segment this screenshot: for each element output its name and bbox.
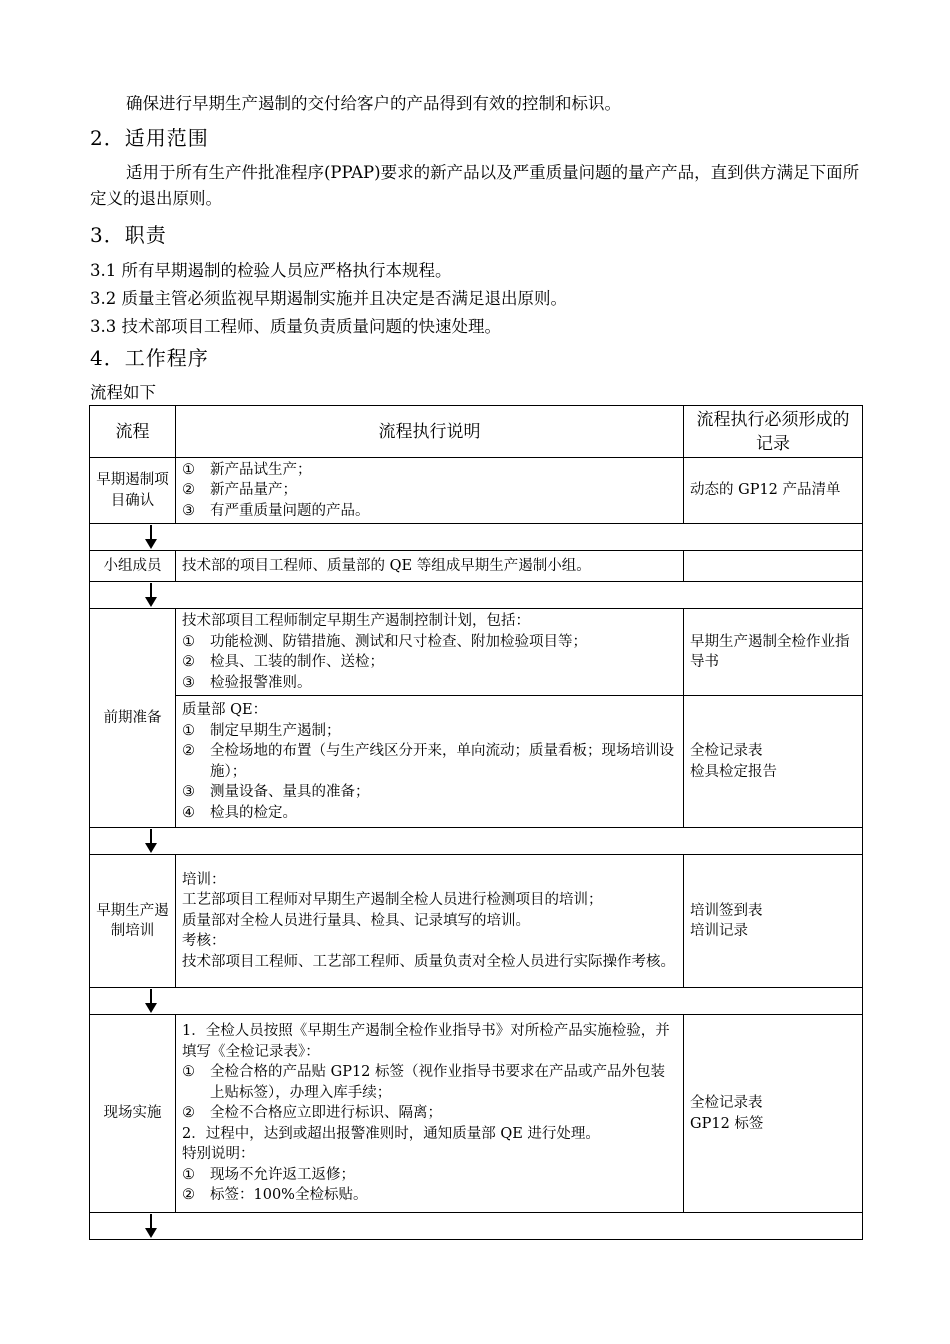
record-cell: 早期生产遏制全检作业指导书 (684, 609, 863, 696)
down-arrow-icon (145, 989, 157, 1013)
table-row (90, 1015, 863, 1213)
header-record: 流程执行必须形成的记录 (684, 406, 863, 458)
flow-arrow-row (90, 988, 863, 1015)
table-row (90, 551, 863, 582)
section-3-heading: 3．职责 (90, 223, 167, 247)
description-cell: 技术部的项目工程师、质量部的 QE 等组成早期生产遏制小组。 (176, 551, 684, 582)
down-arrow-icon (145, 525, 157, 549)
record-cell (684, 551, 863, 582)
record-cell: 全检记录表 检具检定报告 (684, 696, 863, 828)
description-cell: 技术部项目工程师制定早期生产遏制控制计划，包括： ① 功能检测、防错措施、测试和尺寸检查、附加检验项目等； ② 检具、工装的制作、送检； ③ 检验报警准则。 (176, 609, 684, 696)
flow-arrow-row (90, 828, 863, 855)
flow-arrow-row (90, 524, 863, 551)
header-step: 流程 (90, 406, 176, 458)
description-cell: 1．全检人员按照《早期生产遏制全检作业指导书》对所检产品实施检验，并填写《全检记录表》： ① 全检合格的产品贴 GP12 标签（视作业指导书要求在产品或产品外包装上贴标签），办理入库手续； ② 全检不合格应立即进行标识、隔离； 2．过程中，达到或超出报警准则时，通知质量部 QE 进行处理。 特别说明： ① 现场不允许返工返修； ② 标签：100%全检标贴。 (176, 1015, 684, 1213)
step-cell: 早期遏制项目确认 (90, 458, 176, 524)
section-3-item: 3.2 质量主管必须监视早期遏制实施并且决定是否满足退出原则。 (90, 289, 567, 308)
record-cell: 全检记录表 GP12 标签 (684, 1015, 863, 1213)
description-cell: 质量部 QE： ① 制定早期生产遏制； ② 全检场地的布置（与生产线区分开来，单向流动；质量看板；现场培训设施）； ③ 测量设备、量具的准备； ④ 检具的检定。 (176, 696, 684, 828)
step-cell: 小组成员 (90, 551, 176, 582)
table-header-row (90, 406, 863, 458)
header-description: 流程执行说明 (176, 406, 684, 458)
table-row (90, 458, 863, 524)
record-cell: 动态的 GP12 产品清单 (684, 458, 863, 524)
flow-arrow-row (90, 1213, 863, 1240)
record-cell: 培训签到表 培训记录 (684, 855, 863, 988)
description-cell: 培训： 工艺部项目工程师对早期生产遏制全检人员进行检测项目的培训； 质量部对全检人员进行量具、检具、记录填写的培训。 考核： 技术部项目工程师、工艺部工程师、质量负责对全检人员进行实际操作考核。 (176, 855, 684, 988)
table-row (90, 696, 863, 828)
down-arrow-icon (145, 1214, 157, 1238)
down-arrow-icon (145, 583, 157, 607)
down-arrow-icon (145, 829, 157, 853)
section-2-heading: 2．适用范围 (90, 126, 209, 150)
flow-arrow-row (90, 582, 863, 609)
description-cell: ① 新产品试生产； ② 新产品量产； ③ 有严重质量问题的产品。 (176, 458, 684, 524)
section-3-item: 3.1 所有早期遏制的检验人员应严格执行本规程。 (90, 261, 452, 280)
section-4-heading: 4．工作程序 (90, 346, 209, 370)
step-cell: 早期生产遏制培训 (90, 855, 176, 988)
section-2-body: 适用于所有生产件批准程序(PPAP)要求的新产品以及严重质量问题的量产产品，直到供方满足下面所定义的退出原则。 (90, 163, 860, 208)
section-3-item: 3.3 技术部项目工程师、质量负责质量问题的快速处理。 (90, 317, 501, 336)
intro-paragraph: 确保进行早期生产遏制的交付给客户的产品得到有效的控制和标识。 (126, 94, 621, 113)
step-cell: 现场实施 (90, 1015, 176, 1213)
process-flow-table (89, 405, 863, 1240)
step-cell: 前期准备 (90, 609, 176, 828)
flow-lead: 流程如下 (90, 383, 156, 402)
table-row (90, 855, 863, 988)
table-row (90, 609, 863, 696)
